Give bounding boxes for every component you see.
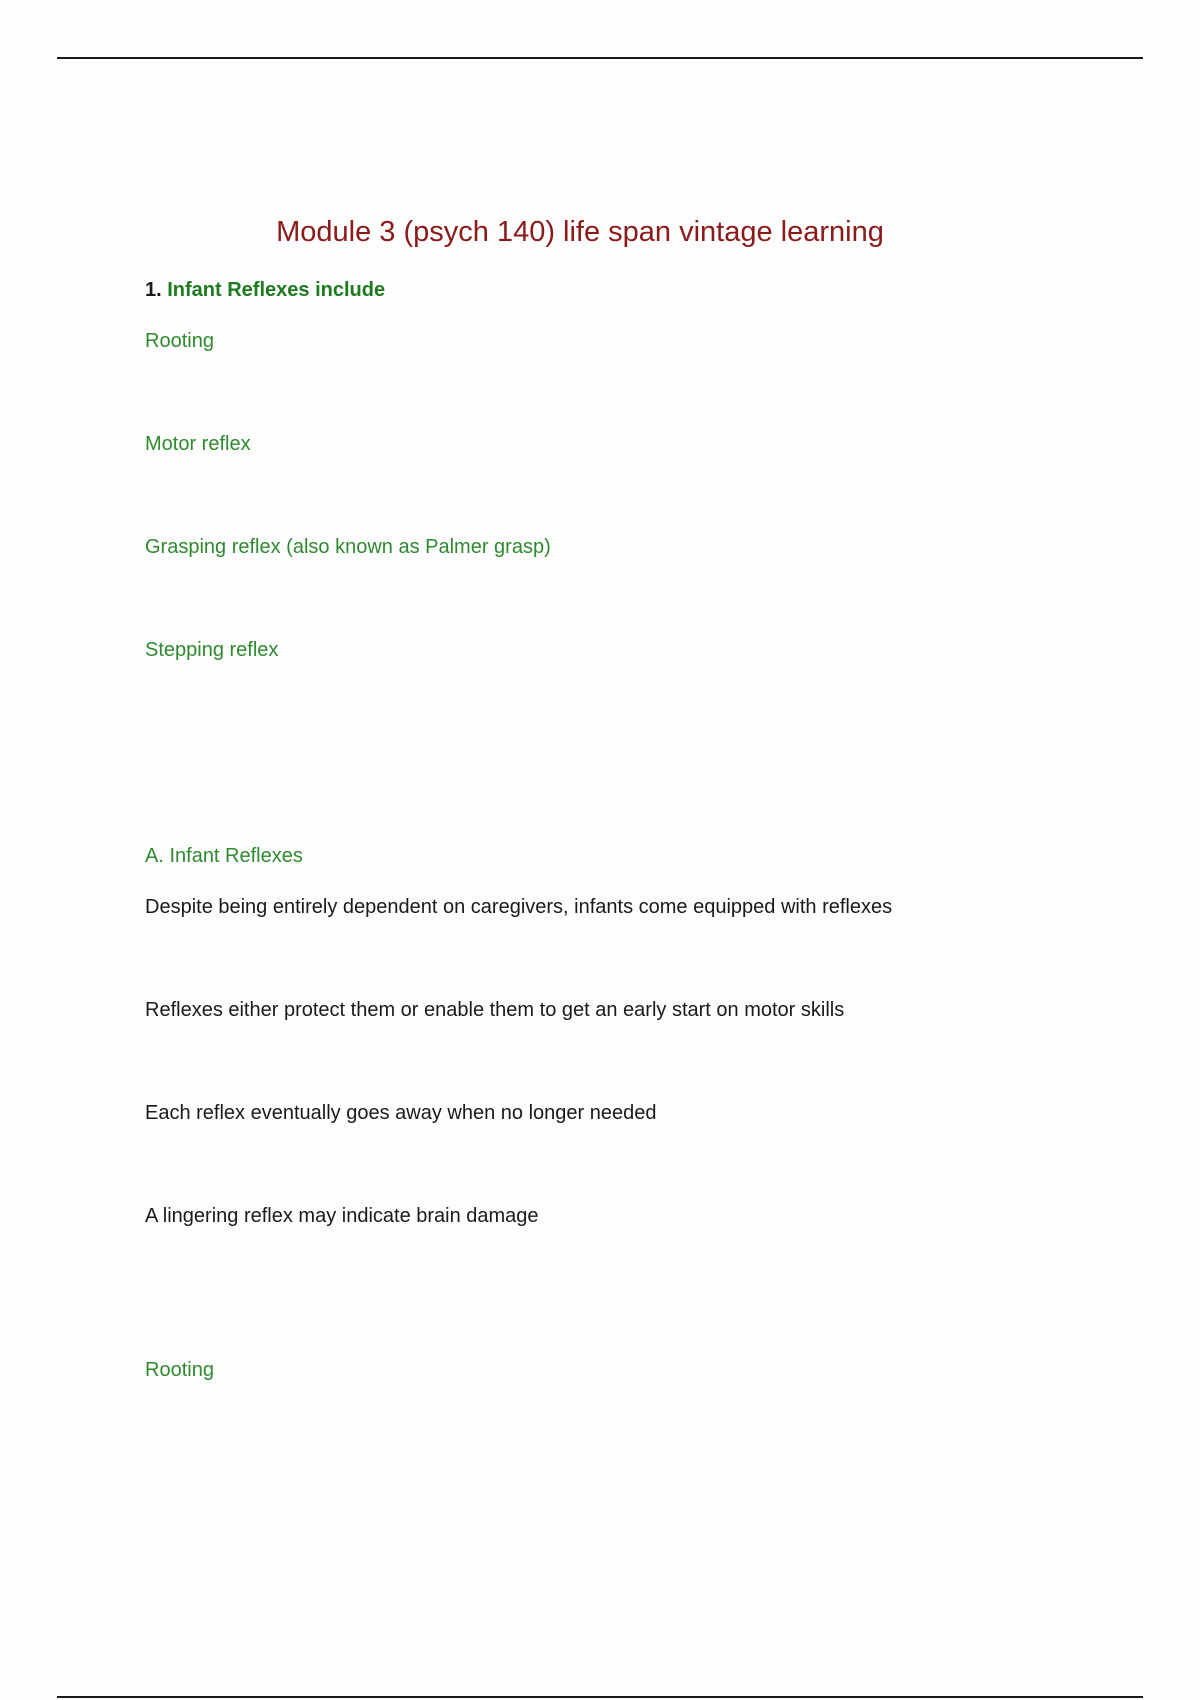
question-text: Infant Reflexes include <box>167 279 386 301</box>
top-rule <box>57 57 1143 59</box>
question-number: 1. <box>145 279 162 301</box>
answer-item: Stepping reflex <box>145 639 279 661</box>
answer-item: Motor reflex <box>145 433 251 455</box>
answer-item: Grasping reflex (also known as Palmer grasp) <box>145 536 551 558</box>
section-paragraph: A lingering reflex may indicate brain damage <box>145 1205 539 1227</box>
section-paragraph: Despite being entirely dependent on caregivers, infants come equipped with reflexes <box>145 896 893 918</box>
section-paragraph: Each reflex eventually goes away when no longer needed <box>145 1102 657 1124</box>
bottom-rule <box>57 1696 1143 1698</box>
section-paragraph: Reflexes either protect them or enable them to get an early start on motor skills <box>145 999 845 1021</box>
answer-item: Rooting <box>145 330 214 352</box>
question-1 <box>145 277 385 303</box>
section-heading: A. Infant Reflexes <box>145 845 303 867</box>
page-title: Module 3 (psych 140) life span vintage learning <box>276 216 884 248</box>
section-subheading: Rooting <box>145 1359 214 1381</box>
